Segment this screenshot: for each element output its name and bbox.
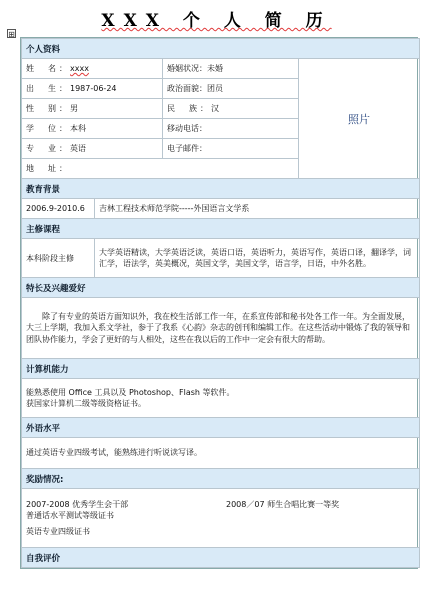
section-courses [22,219,420,239]
ethnicity-label: 民 族： [167,104,211,113]
marital-value[interactable]: 未婚 [207,64,223,73]
section-language [22,418,420,438]
marital-label: 婚姻状况： [167,64,207,73]
section-title-language: 外语水平 [22,418,420,438]
education-period[interactable]: 2006.9-2010.6 [22,199,95,219]
section-title-education: 教育背景 [22,179,420,199]
award-item-1: 2007-2008 优秀学生会干部 [26,499,129,509]
row-courses [22,239,420,278]
language-text[interactable]: 通过英语专业四级考试，能熟练进行听说读写译。 [22,438,420,469]
section-title-courses: 主修课程 [22,219,420,239]
section-self-eval [22,548,420,568]
degree-label: 学 位： [26,124,70,133]
ethnicity-value[interactable]: 汉 [211,104,219,113]
photo-label: 照片 [348,112,370,126]
major-label: 专 业： [26,144,70,153]
section-personal [22,39,420,59]
major-value[interactable]: 英语 [70,144,86,153]
courses-text[interactable]: 大学英语精读，大学英语泛读，英语口语，英语听力，英语写作，英语口译，翻译学，词汇学，语法学，英美概况，英国文学，美国文学，语言学，日语，中外名胜。 [95,239,420,278]
row-name [22,59,420,79]
section-title-hobbies: 特长及兴趣爱好 [22,278,420,298]
degree-value[interactable]: 本科 [70,124,86,133]
birth-value[interactable]: 1987-06-24 [70,84,117,93]
photo-box[interactable] [299,59,420,179]
section-computer [22,359,420,379]
row-education [22,199,420,219]
name-label: 姓 名： [26,64,70,73]
award-item-4: 英语专业四级证书 [26,526,90,536]
section-title-awards: 奖励情况: [22,469,420,489]
row-awards [22,489,420,548]
award-item-2: 2008／07 师生合唱比赛一等奖 [226,499,340,509]
gender-label: 性 别： [26,104,70,113]
section-title-personal: 个人资料 [22,39,420,59]
email-label: 电子邮件： [167,144,207,153]
table-move-handle-icon[interactable]: ⊞ [8,30,15,39]
courses-label: 本科阶段主修 [22,239,95,278]
row-language [22,438,420,469]
address-label: 地 址： [26,164,70,173]
section-education [22,179,420,199]
political-value[interactable]: 团员 [207,84,223,93]
awards-line-1 [26,499,415,511]
section-title-self-eval: 自我评价 [22,548,420,568]
row-hobbies [22,298,420,359]
education-school[interactable]: 吉林工程技术师范学院-----外国语言文学系 [95,199,420,219]
section-awards [22,469,420,489]
resume-table [20,37,418,569]
political-label: 政治面貌： [167,84,207,93]
mobile-label: 移动电话： [167,124,207,133]
name-value[interactable]: xxxx [70,64,89,73]
section-hobbies [22,278,420,298]
computer-line-2: 获国家计算机二级等级资格证书。 [26,399,146,408]
computer-line-1: 能熟悉使用 Office 工具以及 Photoshop、Flash 等软件。 [26,387,235,397]
hobbies-text[interactable]: 除了有专业的英语方面知识外，我在校生活部工作一年，在系宣传部和秘书处各工作一年。为全面发展，大三上学期，我加入系文学社，参于了我系《心韵》杂志的创刊和编辑工作。在这些活动中锻炼了我的领导和团队协作能力，学会了更好的与人相处，这些在我以后的工作中一定会有很大的帮助。 [22,298,420,359]
section-title-computer: 计算机能力 [22,359,420,379]
page-title: XXX 个 人 简 历 [101,11,332,31]
gender-value[interactable]: 男 [70,104,78,113]
birth-label: 出 生： [26,84,70,93]
award-item-3: 普通话水平测试等级证书 [26,511,114,521]
row-computer [22,379,420,418]
